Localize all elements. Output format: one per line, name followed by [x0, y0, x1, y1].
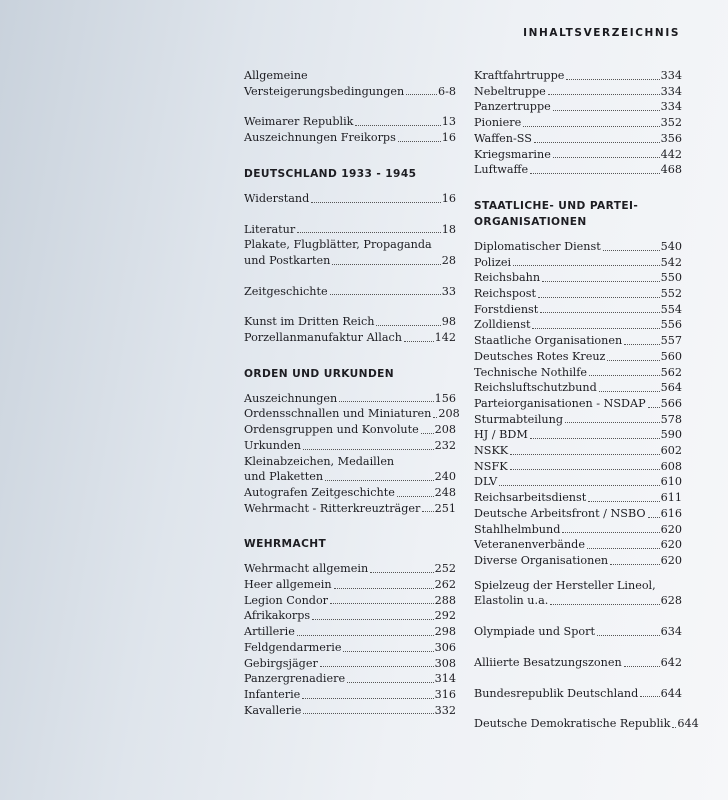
toc-entry-page: 16 — [441, 131, 456, 145]
toc-entry-page: 316 — [434, 687, 456, 701]
dot-leader — [640, 696, 659, 697]
toc-entry — [244, 640, 456, 656]
toc-entry — [474, 333, 682, 349]
toc-entry-page: 240 — [434, 470, 456, 484]
toc-entry-page: 334 — [660, 69, 682, 82]
toc-entry-label: Panzertruppe — [474, 100, 551, 114]
toc-entry-page: 602 — [660, 444, 682, 458]
toc-entry-label: Plakate, Flugblätter, Propaganda — [244, 238, 432, 252]
toc-entry-page: 262 — [434, 578, 456, 592]
toc-entry — [244, 191, 456, 207]
dot-leader — [332, 264, 440, 265]
toc-entry-label: Infanterie — [244, 687, 301, 701]
toc-entry-page: 562 — [660, 365, 682, 379]
toc-entry-page: 560 — [660, 349, 682, 363]
toc-entry-label: Panzergrenadiere — [244, 672, 346, 686]
toc-entry — [474, 716, 699, 732]
toc-entry-page: 644 — [677, 717, 699, 731]
toc-entry — [244, 656, 456, 672]
toc-entry-page: 208 — [434, 423, 456, 437]
toc-entry-page: 610 — [660, 475, 682, 489]
toc-entry-page: 620 — [660, 522, 682, 536]
toc-entry — [474, 147, 682, 163]
toc-entry-label: und Postkarten — [244, 253, 331, 267]
toc-entry-page: 611 — [660, 491, 682, 505]
toc-entry-label: Reichspost — [474, 287, 536, 301]
dot-leader — [499, 485, 659, 486]
toc-entry — [474, 412, 682, 428]
toc-entry-page: 557 — [660, 334, 682, 348]
page-header-title: INHALTSVERZEICHNIS — [523, 27, 680, 39]
toc-entry-label: Nebeltruppe — [474, 84, 546, 98]
toc-entry — [474, 84, 682, 100]
toc-entry-label: Luftwaffe — [474, 163, 529, 177]
toc-entry-page: 334 — [660, 84, 682, 98]
toc-entry-page: 251 — [434, 501, 456, 515]
toc-entry-page: 352 — [660, 116, 682, 130]
section-heading-orden: ORDEN UND URKUNDEN — [244, 367, 395, 380]
dot-leader — [330, 294, 441, 295]
toc-entry-label: Zeitgeschichte — [244, 284, 328, 298]
dot-leader — [302, 698, 433, 699]
toc-entry — [474, 239, 682, 255]
toc-entry-label: HJ / BDM — [474, 428, 528, 442]
dot-leader — [562, 532, 659, 533]
toc-entry-page: 314 — [434, 672, 456, 686]
toc-entry-label: Kraftfahrtruppe — [474, 69, 565, 82]
dot-leader — [534, 142, 660, 143]
dot-leader — [597, 635, 660, 636]
toc-entry-page: 620 — [660, 553, 682, 567]
toc-entry — [244, 422, 456, 438]
dot-leader — [624, 344, 659, 345]
dot-leader — [566, 79, 659, 80]
dot-leader — [422, 511, 433, 512]
toc-entry-label: Technische Nothilfe — [474, 365, 587, 379]
toc-entry-page: 13 — [441, 115, 456, 129]
dot-leader — [550, 604, 659, 605]
dot-leader — [542, 281, 660, 282]
toc-entry-label: Afrikakorps — [244, 609, 311, 623]
toc-entry-label: Autografen Zeitgeschichte — [244, 485, 395, 499]
dot-leader — [532, 328, 659, 329]
toc-entry-page: 6-8 — [437, 84, 456, 98]
toc-entry-label: Veteranenverbände — [474, 538, 585, 552]
dot-leader — [510, 454, 659, 455]
toc-entry-label: Deutsches Rotes Kreuz — [474, 349, 606, 363]
dot-leader — [588, 501, 659, 502]
toc-entry-page: 550 — [660, 271, 682, 285]
toc-entry-label: Forstdienst — [474, 302, 539, 316]
toc-entry-page: 292 — [434, 609, 456, 623]
toc-entry-label: Sturmabteilung — [474, 412, 563, 426]
toc-left-column — [244, 68, 460, 718]
toc-entry-label: Kleinabzeichen, Medaillen — [244, 454, 395, 468]
dot-leader — [406, 94, 437, 95]
dot-leader — [433, 417, 437, 418]
dot-leader — [607, 360, 659, 361]
toc-entry — [474, 593, 682, 609]
toc-entry-page: 332 — [434, 703, 456, 717]
section-heading-staatliche-line1: STAATLICHE- UND PARTEI- — [474, 199, 639, 212]
toc-entry-label: Versteigerungsbedingungen — [244, 84, 405, 98]
toc-entry-page: 252 — [434, 562, 456, 576]
dot-leader — [648, 517, 660, 518]
toc-entry — [474, 522, 682, 538]
toc-entry — [474, 99, 682, 115]
toc-entry — [474, 537, 682, 553]
dot-leader — [553, 157, 660, 158]
toc-entry-page: 554 — [660, 302, 682, 316]
dot-leader — [553, 110, 660, 111]
toc-entry — [244, 391, 456, 407]
dot-leader — [334, 588, 434, 589]
toc-entry-page: 156 — [434, 391, 456, 405]
dot-leader — [303, 449, 434, 450]
toc-entry-page: 334 — [660, 100, 682, 114]
toc-entry — [244, 671, 456, 687]
toc-entry-label: Ordensschnallen und Miniaturen — [244, 407, 432, 421]
dot-leader — [538, 297, 660, 298]
toc-entry — [244, 253, 456, 269]
toc-entry-label: Stahlhelmbund — [474, 522, 561, 536]
toc-entry-label: und Plaketten — [244, 470, 324, 484]
toc-entry — [244, 84, 456, 100]
toc-entry-page: 540 — [660, 239, 682, 253]
toc-entry-label: Legion Condor — [244, 593, 329, 607]
toc-entry — [474, 131, 682, 147]
dot-leader — [397, 496, 434, 497]
toc-entry-page: 306 — [434, 640, 456, 654]
toc-entry-label: Artillerie — [244, 625, 295, 639]
section-heading-wehrmacht: WEHRMACHT — [244, 538, 327, 551]
toc-entry — [244, 624, 456, 640]
toc-entry-page: 564 — [660, 381, 682, 395]
toc-entry — [244, 485, 456, 501]
toc-entry — [244, 330, 456, 346]
dot-leader — [376, 325, 440, 326]
toc-entry-label: Deutsche Arbeitsfront / NSBO — [474, 506, 646, 520]
dot-leader — [530, 173, 660, 174]
toc-entry-label: Pioniere — [474, 116, 522, 130]
toc-entry — [474, 655, 682, 671]
toc-entry-label: DLV — [474, 475, 498, 489]
toc-entry-page: 288 — [434, 593, 456, 607]
dot-leader — [343, 651, 433, 652]
toc-entry — [244, 314, 456, 330]
toc-entry-page: 608 — [660, 459, 682, 473]
dot-leader — [421, 433, 434, 434]
toc-entry-page: 16 — [441, 191, 456, 205]
toc-entry — [474, 68, 682, 84]
toc-entry — [474, 506, 682, 522]
toc-entry-label: Reichsarbeitsdienst — [474, 491, 587, 505]
toc-entry-label: Wehrmacht allgemein — [244, 562, 369, 576]
section-heading-staatliche-line2: ORGANISATIONEN — [474, 215, 587, 228]
toc-entry-page: 642 — [660, 655, 682, 669]
toc-entry-label: Alliierte Besatzungszonen — [474, 655, 622, 669]
dot-leader — [589, 375, 660, 376]
toc-entry — [474, 686, 682, 702]
toc-entry — [244, 577, 456, 593]
toc-entry-label: Feldgendarmerie — [244, 640, 342, 654]
dot-leader — [312, 619, 433, 620]
toc-entry-page: 18 — [441, 222, 456, 236]
toc-entry-page: 98 — [441, 315, 456, 329]
toc-entry-label: Gebirgsjäger — [244, 656, 318, 670]
dot-leader — [320, 666, 434, 667]
toc-entry-page: 620 — [660, 538, 682, 552]
toc-entry-label: Weimarer Republik — [244, 115, 354, 129]
dot-leader — [672, 727, 676, 728]
toc-entry — [244, 406, 460, 422]
toc-entry-label: NSFK — [474, 459, 508, 473]
toc-entry — [474, 490, 682, 506]
toc-entry — [474, 624, 682, 640]
toc-entry-label: Heer allgemein — [244, 578, 332, 592]
toc-entry — [244, 608, 456, 624]
toc-entry — [474, 427, 682, 443]
toc-entry — [474, 162, 682, 178]
dot-leader — [565, 422, 660, 423]
toc-right-column — [474, 68, 699, 732]
toc-entry-label: Olympiade und Sport — [474, 625, 595, 639]
toc-entry-page: 578 — [660, 412, 682, 426]
dot-leader — [648, 407, 660, 408]
dot-leader — [370, 572, 433, 573]
toc-entry — [244, 703, 456, 719]
toc-entry — [474, 255, 682, 271]
toc-entry — [474, 474, 682, 490]
toc-entry-label: Literatur — [244, 222, 296, 236]
toc-entry-page: 634 — [660, 625, 682, 639]
toc-entry-label: Auszeichnungen Freikorps — [244, 131, 396, 145]
toc-entry — [474, 443, 682, 459]
toc-entry — [474, 317, 682, 333]
dot-leader — [311, 202, 440, 203]
toc-entry-label: Bundesrepublik Deutschland — [474, 686, 639, 700]
toc-entry — [474, 365, 682, 381]
dot-leader — [540, 312, 659, 313]
toc-entry-label: Spielzeug der Hersteller Lineol, — [474, 578, 656, 592]
dot-leader — [339, 401, 433, 402]
dot-leader — [297, 232, 441, 233]
toc-entry-label: Deutsche Demokratische Republik — [474, 717, 671, 731]
toc-entry-page: 248 — [434, 485, 456, 499]
toc-entry-label: Diplomatischer Dienst — [474, 239, 601, 253]
dot-leader — [530, 438, 660, 439]
dot-leader — [603, 250, 660, 251]
toc-entry-label: Polizei — [474, 255, 512, 269]
toc-entry-page: 552 — [660, 287, 682, 301]
toc-entry — [474, 286, 682, 302]
toc-entry-label: Zolldienst — [474, 318, 531, 332]
toc-entry-page: 644 — [660, 686, 682, 700]
toc-entry-label: Elastolin u.a. — [474, 594, 549, 608]
toc-entry — [474, 115, 682, 131]
toc-entry-page: 308 — [434, 656, 456, 670]
toc-entry-label: Waffen-SS — [474, 131, 532, 145]
toc-entry-label: Porzellanmanufaktur Allach — [244, 331, 402, 345]
toc-entry-page: 556 — [660, 318, 682, 332]
dot-leader — [587, 548, 660, 549]
toc-entry-label: Reichsluftschutzbund — [474, 381, 597, 395]
toc-entry — [474, 349, 682, 365]
toc-entry — [474, 380, 682, 396]
dot-leader — [510, 469, 660, 470]
toc-entry — [244, 469, 456, 485]
toc-entry — [244, 114, 456, 130]
toc-entry-page: 232 — [434, 438, 456, 452]
toc-entry-label: Parteiorganisationen - NSDAP — [474, 396, 646, 410]
toc-entry — [244, 687, 456, 703]
toc-entry — [474, 302, 682, 318]
toc-entry-label: Auszeichnungen — [244, 391, 338, 405]
toc-entry-label: Reichsbahn — [474, 271, 541, 285]
toc-entry-page: 590 — [660, 428, 682, 442]
toc-entry — [244, 438, 456, 454]
dot-leader — [548, 94, 660, 95]
toc-entry-label: Widerstand — [244, 191, 310, 205]
toc-entry — [474, 459, 682, 475]
dot-leader — [398, 141, 441, 142]
toc-entry-page: 356 — [660, 131, 682, 145]
toc-entry — [244, 130, 456, 146]
toc-entry — [474, 270, 682, 286]
toc-entry-page: 468 — [660, 163, 682, 177]
toc-entry — [244, 561, 456, 577]
toc-entry-page: 142 — [434, 331, 456, 345]
toc-entry-page: 33 — [441, 284, 456, 298]
dot-leader — [513, 265, 660, 266]
toc-entry-label: Diverse Organisationen — [474, 553, 609, 567]
toc-entry-page: 28 — [441, 253, 456, 267]
toc-entry-page: 542 — [660, 255, 682, 269]
dot-leader — [599, 391, 660, 392]
toc-entry-page: 616 — [660, 506, 682, 520]
section-heading-deutschland: DEUTSCHLAND 1933 - 1945 — [244, 167, 417, 180]
dot-leader — [355, 125, 440, 126]
dot-leader — [325, 480, 434, 481]
toc-entry-label: Kriegsmarine — [474, 147, 551, 161]
toc-entry-page: 628 — [660, 594, 682, 608]
toc-entry-label: Ordensgruppen und Konvolute — [244, 423, 419, 437]
dot-leader — [523, 126, 659, 127]
toc-entry-label: Urkunden — [244, 438, 301, 452]
toc-entry — [244, 284, 456, 300]
toc-entry-page: 298 — [434, 625, 456, 639]
toc-entry-page: 208 — [438, 407, 460, 421]
toc-entry-page: 566 — [660, 396, 682, 410]
dot-leader — [330, 603, 434, 604]
dot-leader — [297, 635, 434, 636]
dot-leader — [404, 341, 434, 342]
toc-entry-page: 442 — [660, 147, 682, 161]
dot-leader — [624, 666, 660, 667]
dot-leader — [610, 564, 659, 565]
toc-entry-label: Kunst im Dritten Reich — [244, 315, 375, 329]
toc-entry-label: Staatliche Organisationen — [474, 334, 623, 348]
toc-entry — [244, 222, 456, 238]
dot-leader — [347, 682, 434, 683]
toc-entry — [244, 501, 456, 517]
toc-entry — [474, 553, 682, 569]
toc-entry-label: Allgemeine — [244, 69, 308, 82]
toc-entry — [244, 593, 456, 609]
toc-entry — [474, 396, 682, 412]
dot-leader — [303, 713, 433, 714]
toc-entry-label: Wehrmacht - Ritterkreuzträger — [244, 501, 421, 515]
toc-entry-label: Kavallerie — [244, 703, 302, 717]
toc-entry-label: NSKK — [474, 444, 509, 458]
